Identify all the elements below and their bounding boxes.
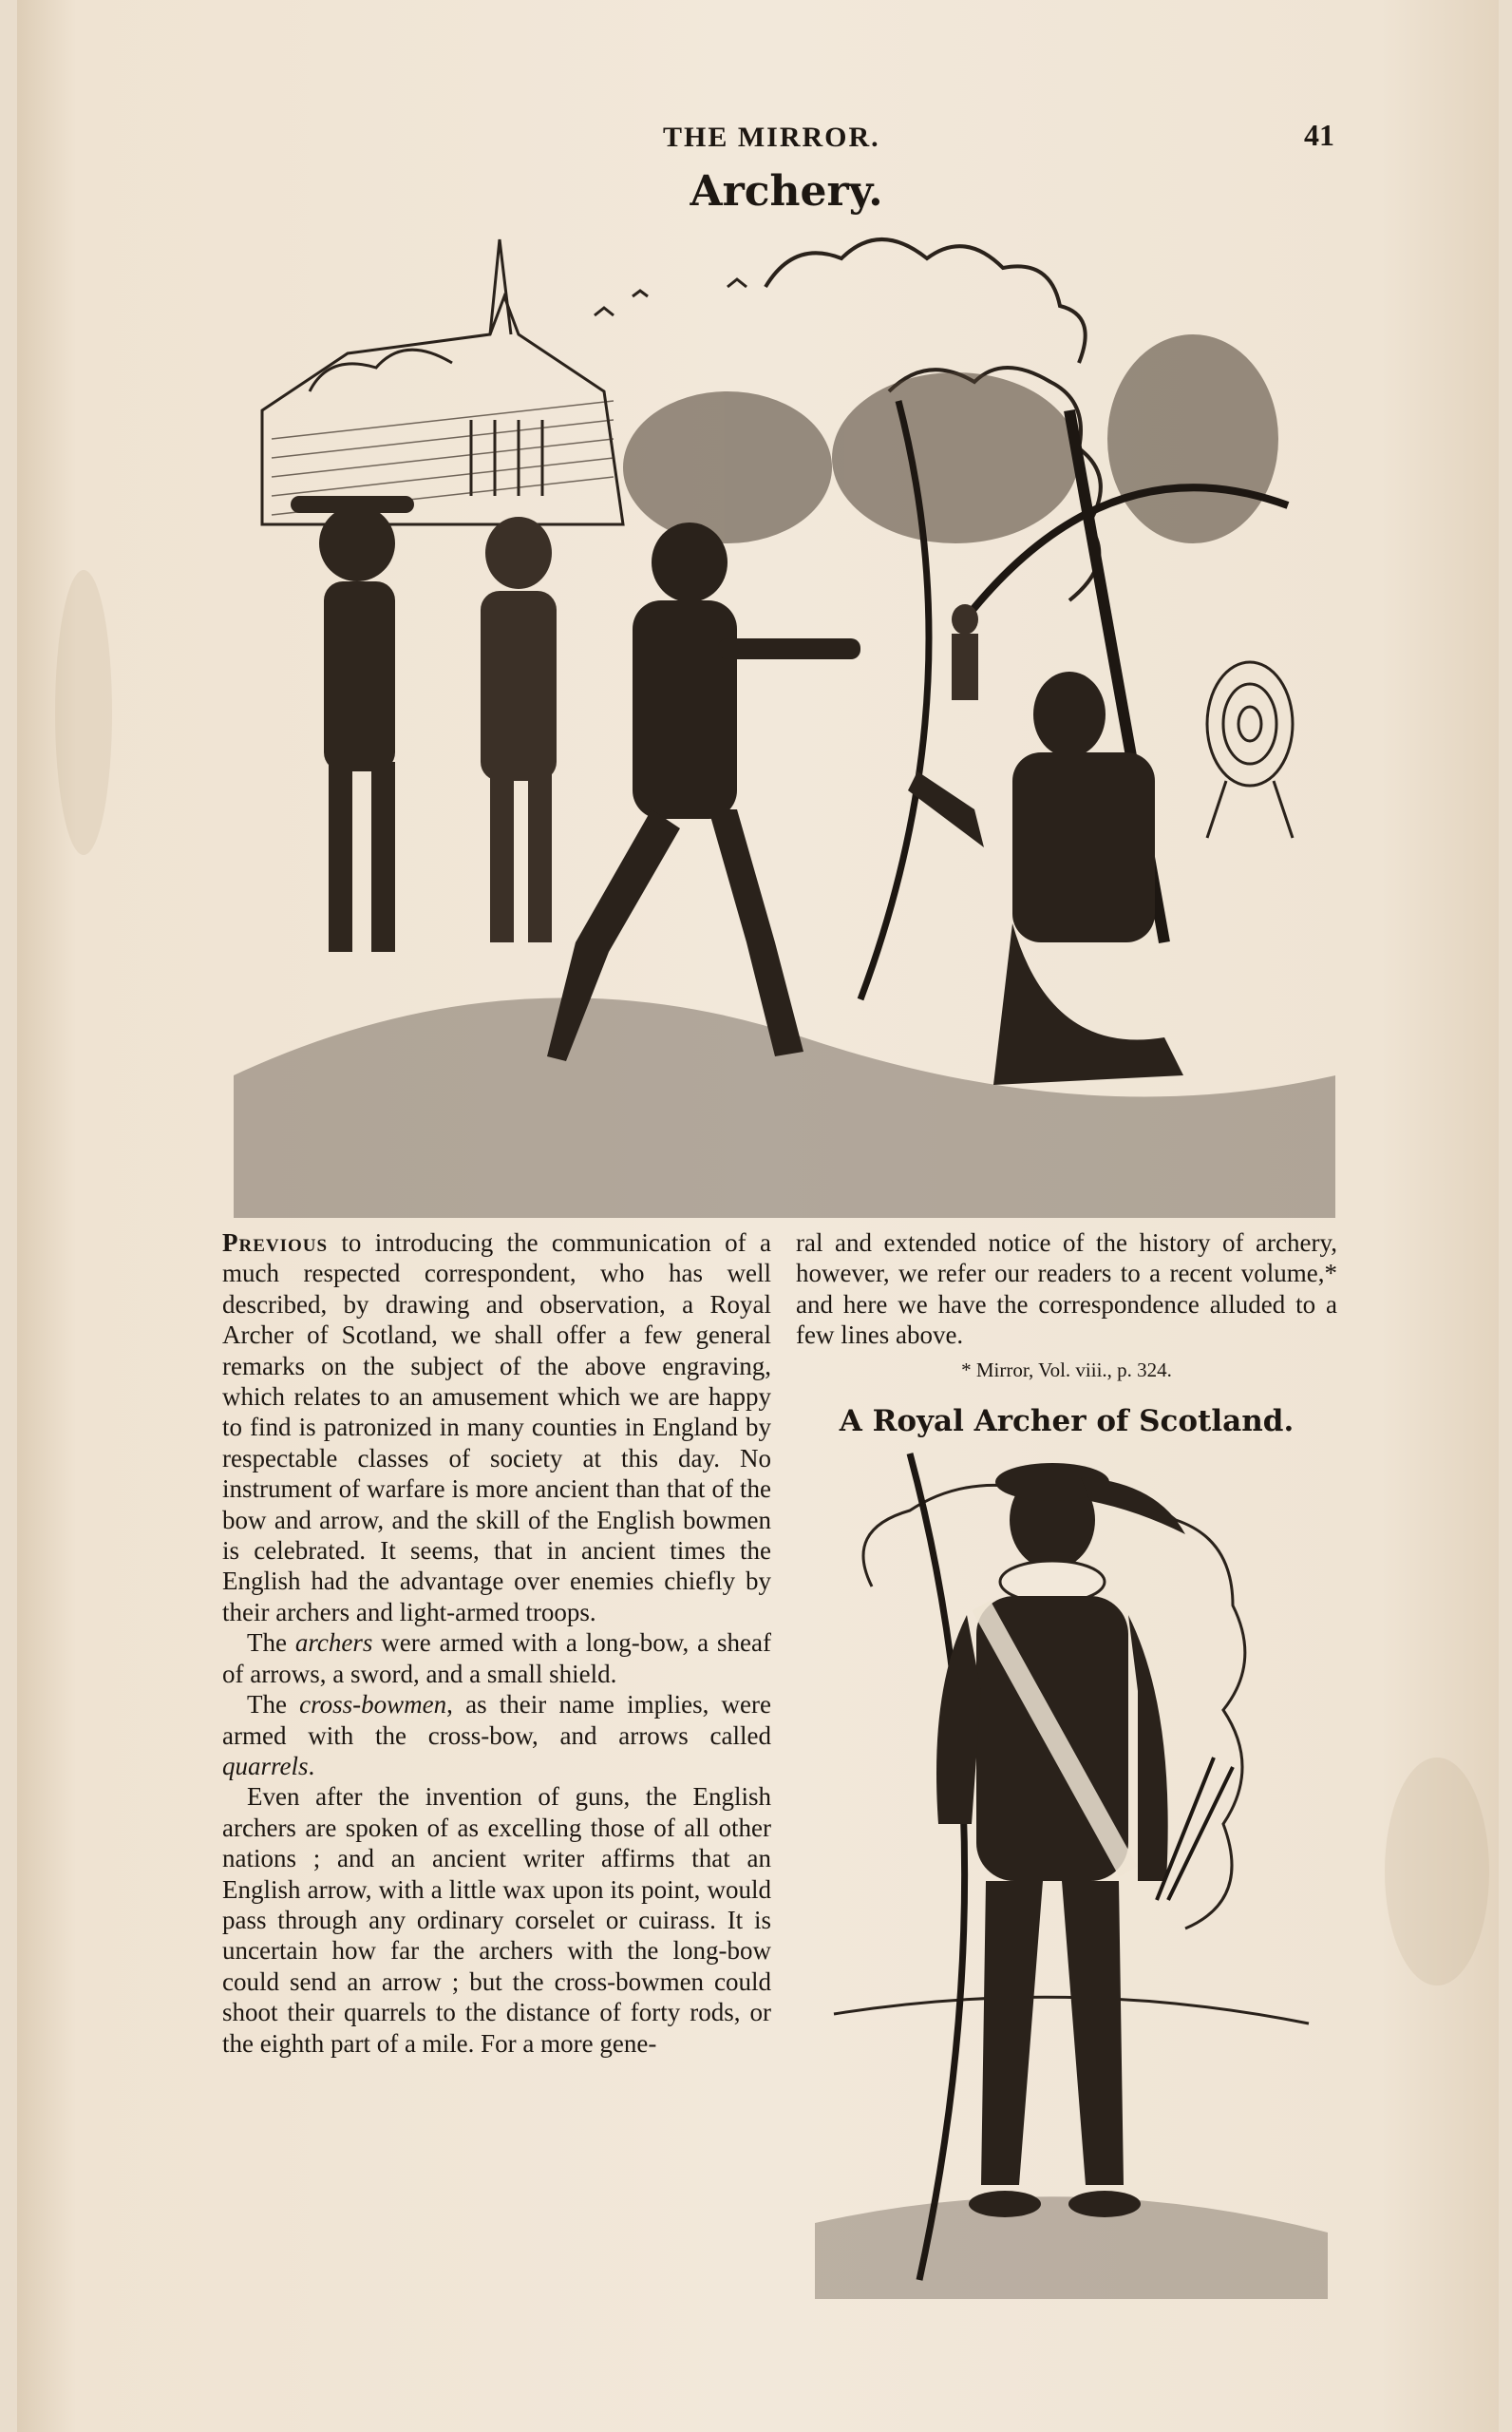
page-number: 41 (1304, 118, 1334, 152)
paragraph-2 (222, 1627, 771, 1689)
section-subtitle: A Royal Archer of Scotland. (839, 1404, 1295, 1439)
p2-emphasis: archers (294, 1628, 373, 1658)
paragraph-3 (222, 1689, 771, 1781)
drop-lead: Previous (222, 1228, 329, 1257)
paragraph-1 (222, 1227, 771, 1627)
article-title: Archery. (690, 167, 883, 216)
paragraph-1-text: to introducing the communication of a much respected correspondent, who has well described, by drawing and observation, a Royal Archer of Scotland, we shall offer a few general remarks on the subject of the above engraving, which relates to an amusement which we are happy to find is patronized in many counties in England by respectable classes of society at this day. No instrument of warfare is more ancient than that of the bow and arrow, and the skill of the English bowmen is celebrated. It seems, that in ancient times the English had the advantage over enemies chiefly by their archers and light-armed troops. (222, 1228, 771, 1626)
right-paragraph-1: ral and extended notice of the history of archery, however, we refer our readers to a recent volume,* and here we have the correspondence alluded to a few lines above. (796, 1228, 1337, 1350)
p2-part-a: The (247, 1628, 295, 1658)
p3-part-c: . (308, 1751, 315, 1780)
footnote: * Mirror, Vol. viii., p. 324. (961, 1358, 1172, 1381)
p2-part-b: were armed with a long-bow, a sheaf of arrows, a sword, and a small shield. (222, 1628, 771, 1688)
left-column (222, 1227, 771, 2059)
p3-part-b: , as their name implies, were armed with the cross-bow, and arrows called (222, 1690, 771, 1750)
paragraph-4: Even after the invention of guns, the English archers are spoken of as excelling those of all other nations ; and an ancient writer affirms that an English arrow, with a little wax upon its point, would pass through any ordinary corselet or cuirass. It is uncertain how far the archers with the long-bow could send an arrow ; but the cross-bowmen could shoot their quarrels to the distance of forty rods, or the eighth part of a mile. For a more gene- (222, 1782, 771, 2058)
page (17, 0, 1499, 2432)
p3-emphasis-2: quarrels (222, 1751, 309, 1780)
royal-archer-engraving (815, 1444, 1328, 2299)
archery-scene-engraving (234, 220, 1335, 1218)
running-head: THE MIRROR. (663, 122, 880, 153)
p3-emphasis: cross-bowmen (299, 1690, 447, 1720)
p3-part-a: The (247, 1690, 300, 1720)
right-column (796, 1227, 1337, 1439)
